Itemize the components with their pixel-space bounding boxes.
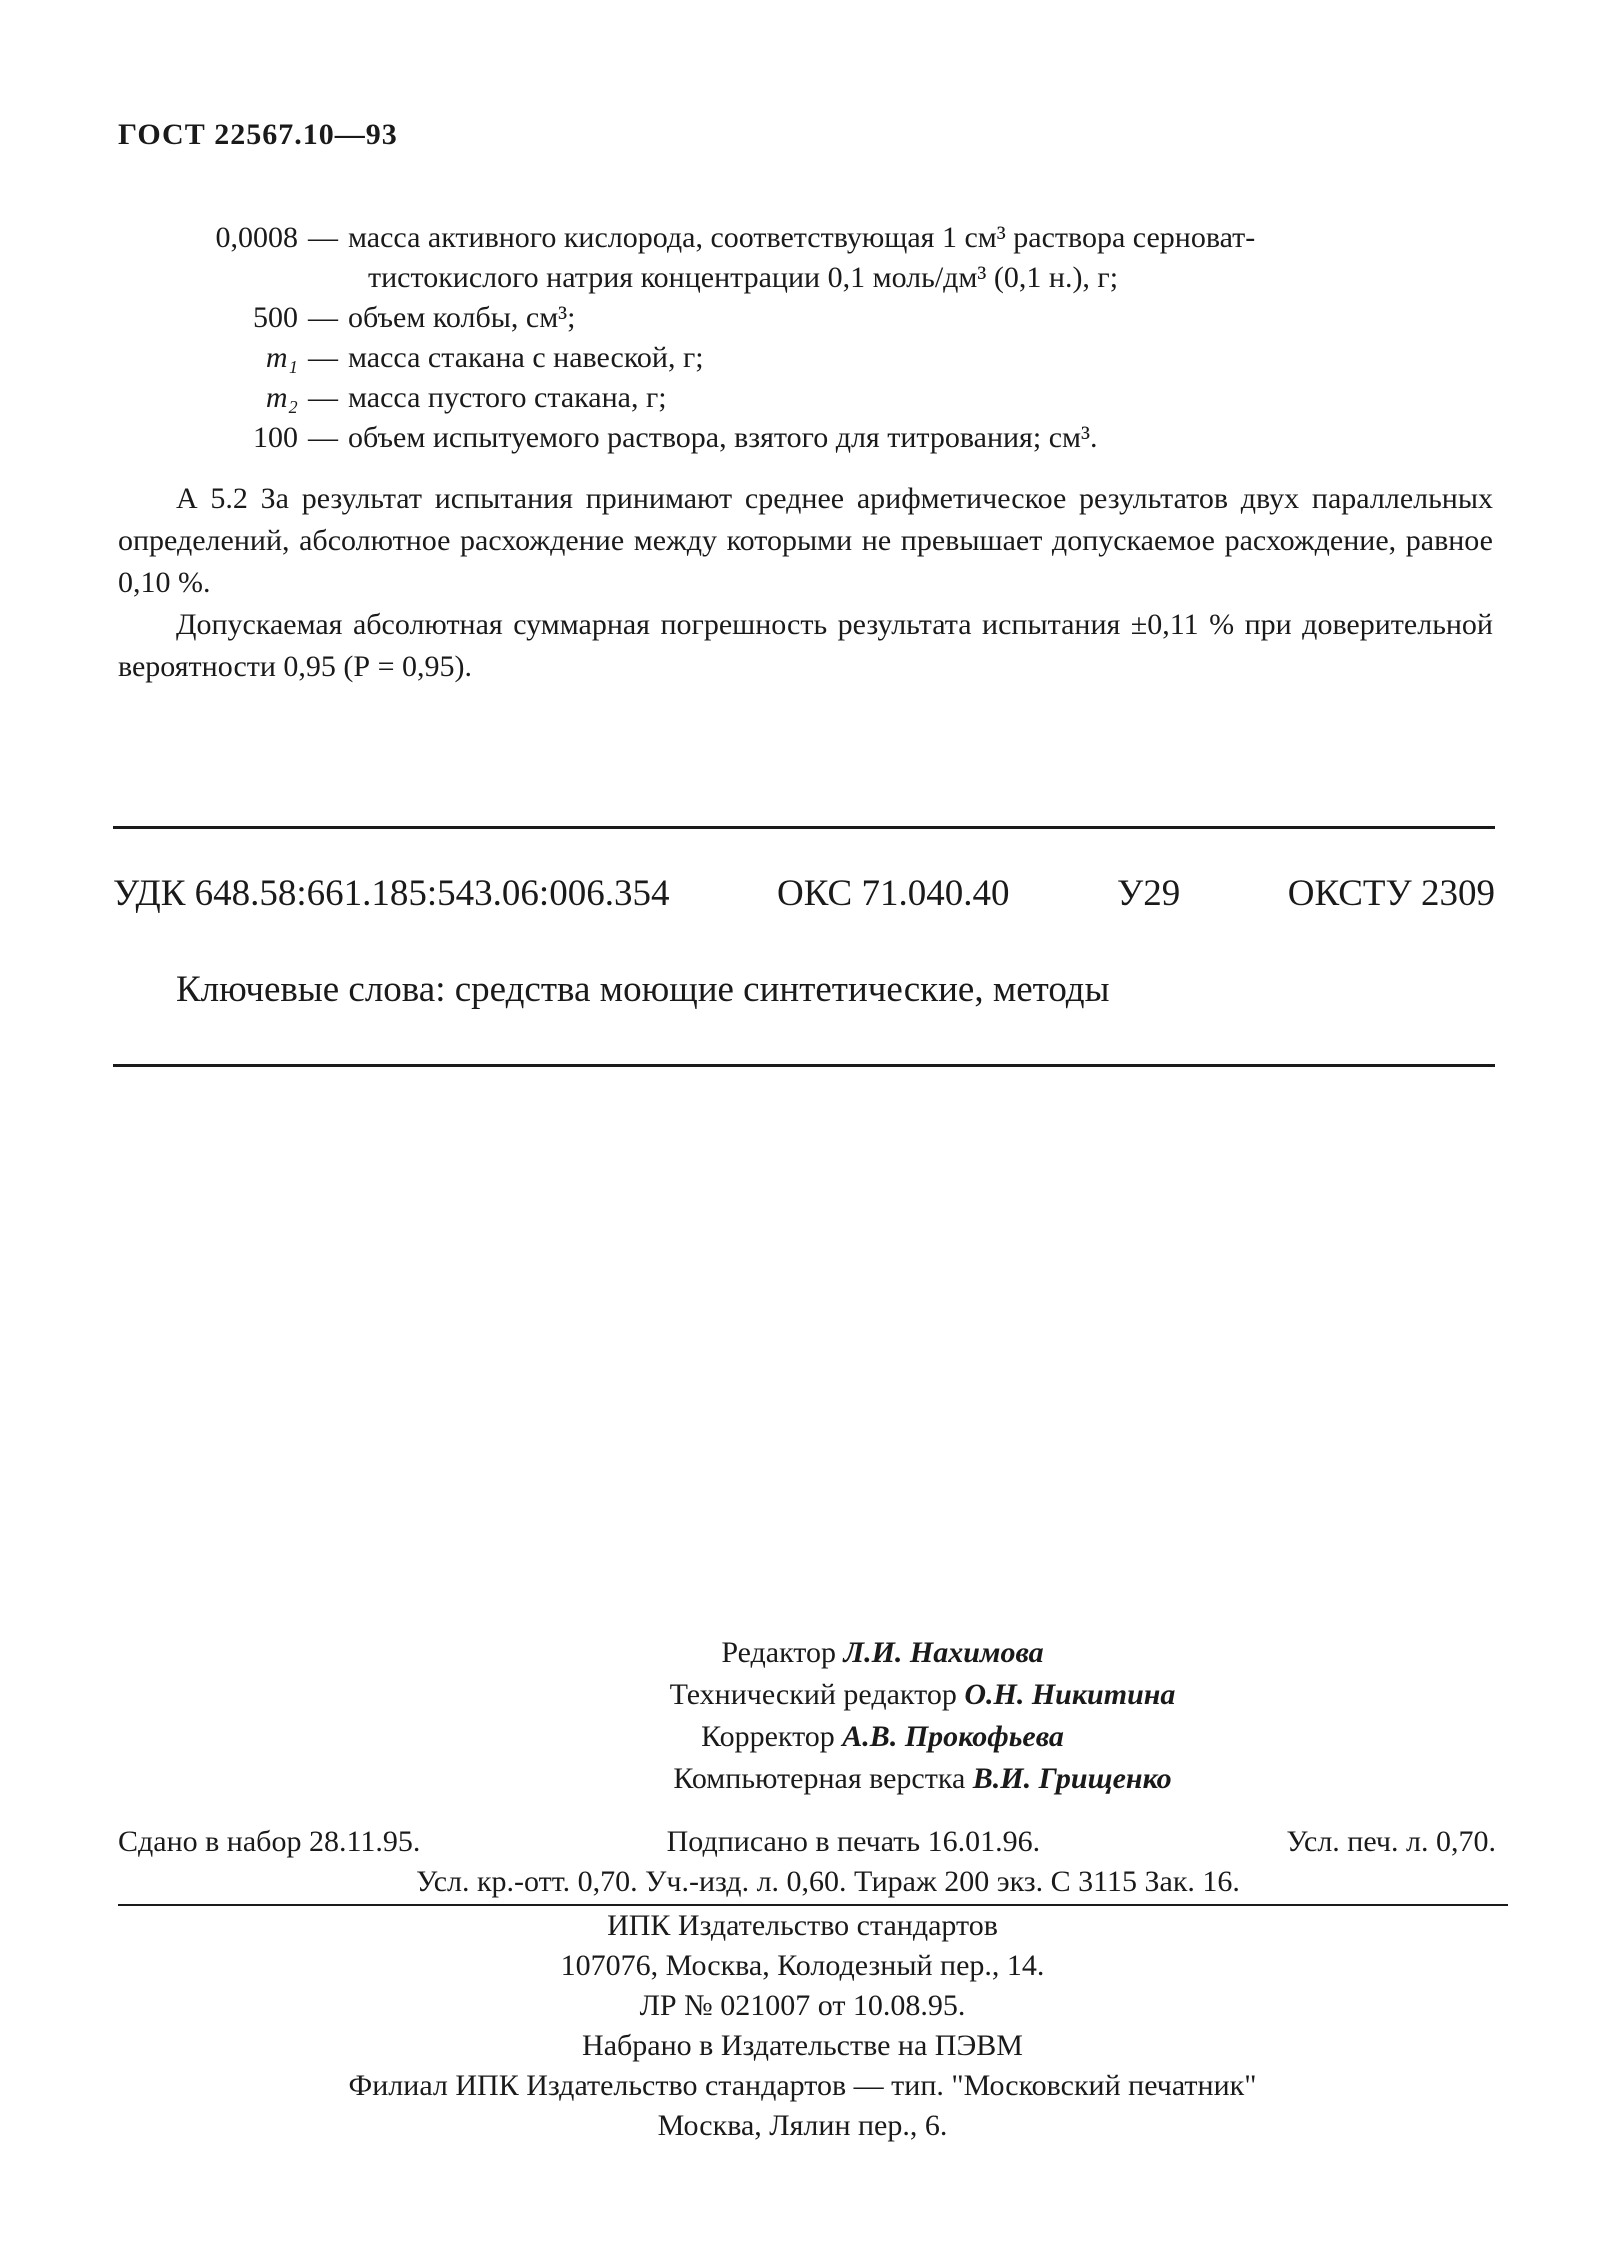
credit-name: В.И. Грищенко: [972, 1762, 1172, 1795]
definition-symbol-italic: m₁: [265, 341, 298, 374]
publisher-line: Набрано в Издательстве на ПЭВМ: [582, 2029, 1023, 2062]
print-sheets: Усл. печ. л. 0,70.: [1286, 1825, 1496, 1858]
publisher-line: 107076, Москва, Колодезный пер., 14.: [560, 1949, 1045, 1982]
definitions-list: [118, 218, 1493, 458]
publisher-line: ЛР № 021007 от 10.08.95.: [639, 1989, 966, 2022]
credit-name: Л.И. Нахимова: [843, 1636, 1044, 1669]
definition-symbol-italic: m₂: [265, 381, 298, 414]
definition-item: [118, 338, 1493, 378]
definition-item: [118, 378, 1493, 418]
definition-symbol: [118, 338, 298, 378]
oks-code: ОКС 71.040.40: [777, 873, 1010, 914]
paragraph-a52: А 5.2 За результат испытания принимают среднее арифметическое результатов двух параллельных определений, абсолютное расхождение между которыми не превышает допускаемое расхождение, равное 0,10 %.: [118, 482, 1493, 599]
publisher-line: ИПК Издательство стандартов: [607, 1909, 998, 1942]
definition-text: объем колбы, см³;: [348, 301, 576, 334]
print-info-row1: [118, 1822, 1496, 1862]
print-info: [118, 1822, 1496, 1906]
publisher-block: [0, 1906, 1605, 2146]
definition-text: масса стакана с навеской, г;: [348, 341, 704, 374]
definition-dash: —: [308, 301, 338, 334]
okstu-code: ОКСТУ 2309: [1287, 873, 1495, 914]
credit-name: А.В. Прокофьева: [842, 1720, 1064, 1753]
definition-symbol: [118, 378, 298, 418]
credit-label: Корректор: [701, 1720, 835, 1753]
credit-corrector: [0, 1716, 1605, 1758]
page-header: ГОСТ 22567.10—93: [118, 118, 398, 151]
print-sent: Сдано в набор 28.11.95.: [118, 1825, 421, 1858]
definition-text: масса пустого стакана, г;: [348, 381, 667, 414]
definition-line-continued: тистокислого натрия концентрации 0,1 моль/дм³ (0,1 н.), г;: [368, 261, 1119, 294]
paragraph-error: Допускаемая абсолютная суммарная погрешность результата испытания ±0,11 % при доверительной вероятности 0,95 (Р = 0,95).: [118, 608, 1493, 683]
udk-code: УДК 648.58:661.185:543.06:006.354: [113, 873, 670, 914]
definition-dash: —: [308, 341, 338, 374]
credits-block: [0, 1632, 1605, 1800]
credit-label: Редактор: [721, 1636, 836, 1669]
classification-line: [113, 872, 1495, 915]
definition-symbol: 500: [253, 301, 298, 334]
keywords: Ключевые слова: средства моющие синтетические, методы: [176, 969, 1110, 1010]
definition-dash: —: [308, 421, 338, 454]
definition-line: масса активного кислорода, соответствующая 1 см³ раствора серноват-: [348, 221, 1256, 254]
top-rule: [113, 826, 1495, 829]
credit-tech-editor: [0, 1674, 1605, 1716]
u-code: У29: [1117, 873, 1181, 914]
definition-symbol: 0,0008: [215, 221, 298, 254]
definition-item: [118, 418, 1493, 458]
definition-symbol: 100: [253, 421, 298, 454]
definition-text: [348, 218, 1493, 298]
publisher-line: Москва, Лялин пер., 6.: [657, 2109, 948, 2142]
credit-label: Компьютерная верстка: [673, 1762, 966, 1795]
bottom-rule: [113, 1064, 1495, 1067]
print-info-row2: Усл. кр.-отт. 0,70. Уч.-изд. л. 0,60. Тираж 200 экз. С 3115 Зак. 16.: [118, 1862, 1508, 1906]
definition-text: объем испытуемого раствора, взятого для титрования; см³.: [348, 421, 1098, 454]
credit-name: О.Н. Никитина: [964, 1678, 1176, 1711]
print-signed: Подписано в печать 16.01.96.: [666, 1825, 1041, 1858]
publisher-line: Филиал ИПК Издательство стандартов — тип. "Московский печатник": [348, 2069, 1257, 2102]
credit-editor: [0, 1632, 1605, 1674]
definition-dash: —: [308, 381, 338, 414]
credit-label: Технический редактор: [669, 1678, 957, 1711]
credit-layout: [0, 1758, 1605, 1800]
definition-item: [118, 218, 1493, 298]
definition-dash: —: [308, 221, 338, 254]
definition-item: [118, 298, 1493, 338]
